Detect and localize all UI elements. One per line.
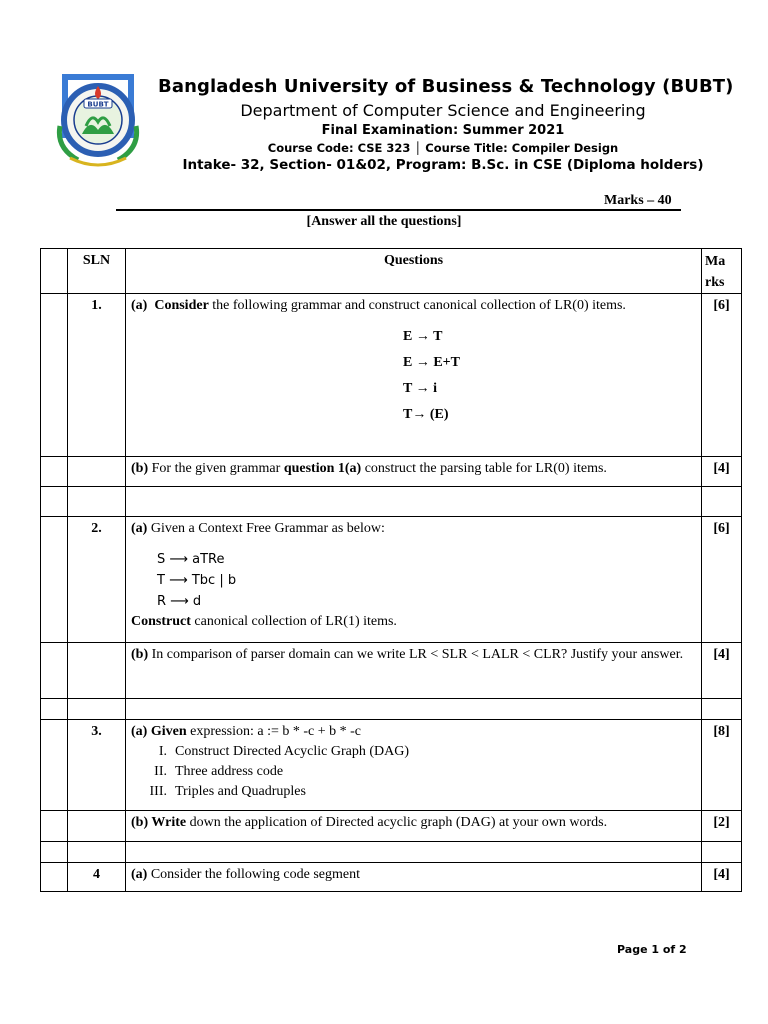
list-text: Three address code	[175, 764, 284, 780]
table-cell	[126, 699, 702, 720]
grammar-rule: R ⟶ d	[157, 594, 202, 610]
table-cell	[702, 487, 742, 517]
grammar-rule: T→ (E)	[403, 407, 449, 423]
question-body: Given a Context Free Grammar as below:	[150, 521, 385, 536]
spacer-row	[41, 842, 742, 863]
question-number: 4	[68, 863, 126, 892]
table-cell	[41, 249, 68, 294]
table-cell	[68, 457, 126, 487]
grammar-rule: E → T	[403, 329, 443, 345]
question-number: 3.	[68, 720, 126, 811]
table-cell	[41, 294, 68, 457]
table-row	[41, 457, 742, 487]
question-body: Consider the following code segment	[150, 867, 361, 882]
table-row	[41, 643, 742, 699]
table-cell	[126, 842, 702, 863]
table-row	[41, 720, 742, 811]
questions-table	[40, 248, 742, 892]
part-label: (b) Write	[131, 815, 187, 830]
exam-header	[48, 64, 734, 184]
question-marks: [6]	[702, 294, 742, 457]
table-header-row	[41, 249, 742, 294]
grammar-rule: E → E+T	[403, 355, 460, 371]
table-cell	[68, 842, 126, 863]
question-marks: [4]	[702, 457, 742, 487]
question-marks: [8]	[702, 720, 742, 811]
table-row	[41, 811, 742, 842]
list-text: Triples and Quadruples	[175, 784, 306, 800]
question-body: construct the parsing table for LR(0) items.	[364, 461, 607, 476]
part-label: (a) Given	[131, 724, 187, 739]
question-keyword: Consider	[154, 298, 209, 313]
table-cell	[41, 457, 68, 487]
question-body: canonical collection of LR(1) items.	[194, 614, 397, 630]
table-row	[41, 294, 742, 457]
list-item	[139, 742, 696, 762]
department-name: Department of Computer Science and Engineering	[240, 101, 646, 120]
table-row	[41, 517, 742, 643]
question-body: down the application of Directed acyclic graph (DAG) at your own words.	[189, 815, 608, 830]
table-cell	[41, 643, 68, 699]
question-body: In comparison of parser domain can we write LR < SLR < LALR < CLR? Justify your answer.	[151, 647, 684, 662]
part-label: (a)	[131, 298, 148, 313]
table-cell	[41, 863, 68, 892]
question-text	[126, 643, 702, 699]
table-cell	[41, 720, 68, 811]
question-text	[126, 811, 702, 842]
part-label: (a)	[131, 867, 148, 882]
table-cell	[41, 842, 68, 863]
total-marks: Marks – 40	[604, 193, 672, 208]
sln-header: SLN	[68, 249, 126, 294]
table-cell	[126, 487, 702, 517]
table-row	[41, 863, 742, 892]
list-number: I.	[158, 744, 167, 760]
course-line: Course Code: CSE 323 │ Course Title: Compiler Design	[267, 141, 619, 155]
table-cell	[41, 517, 68, 643]
list-item	[139, 782, 696, 802]
part-label: (b)	[131, 461, 149, 476]
grammar-rule: S ⟶ aTRe	[157, 552, 225, 568]
question-body: expression: a := b * -c + b * -c	[190, 724, 362, 739]
table-cell	[68, 811, 126, 842]
question-text	[126, 457, 702, 487]
list-number: III.	[149, 784, 167, 800]
instruction: [Answer all the questions]	[306, 214, 462, 229]
spacer-row	[41, 699, 742, 720]
question-body: the following grammar and construct canonical collection of LR(0) items.	[212, 298, 626, 313]
question-keyword: Construct	[131, 614, 191, 630]
question-marks: [4]	[702, 643, 742, 699]
table-cell	[41, 699, 68, 720]
question-marks: [2]	[702, 811, 742, 842]
list-item	[139, 762, 696, 782]
intake-line: Intake- 32, Section- 01&02, Program: B.Sc. in CSE (Diploma holders)	[182, 157, 704, 173]
sub-question-list	[139, 742, 696, 802]
marks-header: Ma rks	[702, 249, 742, 294]
question-number: 2.	[68, 517, 126, 643]
question-number: 1.	[68, 294, 126, 457]
question-keyword: question 1(a)	[283, 461, 362, 476]
part-label: (a)	[131, 521, 148, 536]
header-rule	[116, 209, 681, 211]
questions-header: Questions	[126, 249, 702, 294]
question-text	[126, 517, 702, 643]
table-cell	[702, 699, 742, 720]
table-cell	[68, 643, 126, 699]
question-text	[126, 294, 702, 457]
exam-title: Final Examination: Summer 2021	[321, 123, 565, 138]
list-number: II.	[154, 764, 167, 780]
grammar-block	[403, 324, 696, 428]
university-logo	[48, 68, 148, 172]
grammar-block	[157, 549, 696, 612]
page-number: Page 1 of 2	[617, 943, 687, 956]
table-cell	[68, 699, 126, 720]
table-cell	[68, 487, 126, 517]
table-cell	[41, 811, 68, 842]
grammar-rule: T ⟶ Tbc | b	[157, 573, 237, 589]
question-body: For the given grammar	[151, 461, 281, 476]
table-cell	[41, 487, 68, 517]
grammar-rule: T → i	[403, 381, 437, 397]
header-text	[158, 76, 734, 173]
list-text: Construct Directed Acyclic Graph (DAG)	[175, 744, 410, 760]
part-label: (b)	[131, 647, 149, 662]
table-cell	[702, 842, 742, 863]
university-name: Bangladesh University of Business & Technology (BUBT)	[158, 76, 734, 97]
question-marks: [6]	[702, 517, 742, 643]
logo-text: BUBT	[87, 100, 109, 109]
question-text	[126, 720, 702, 811]
spacer-row	[41, 487, 742, 517]
question-text	[126, 863, 702, 892]
question-marks: [4]	[702, 863, 742, 892]
